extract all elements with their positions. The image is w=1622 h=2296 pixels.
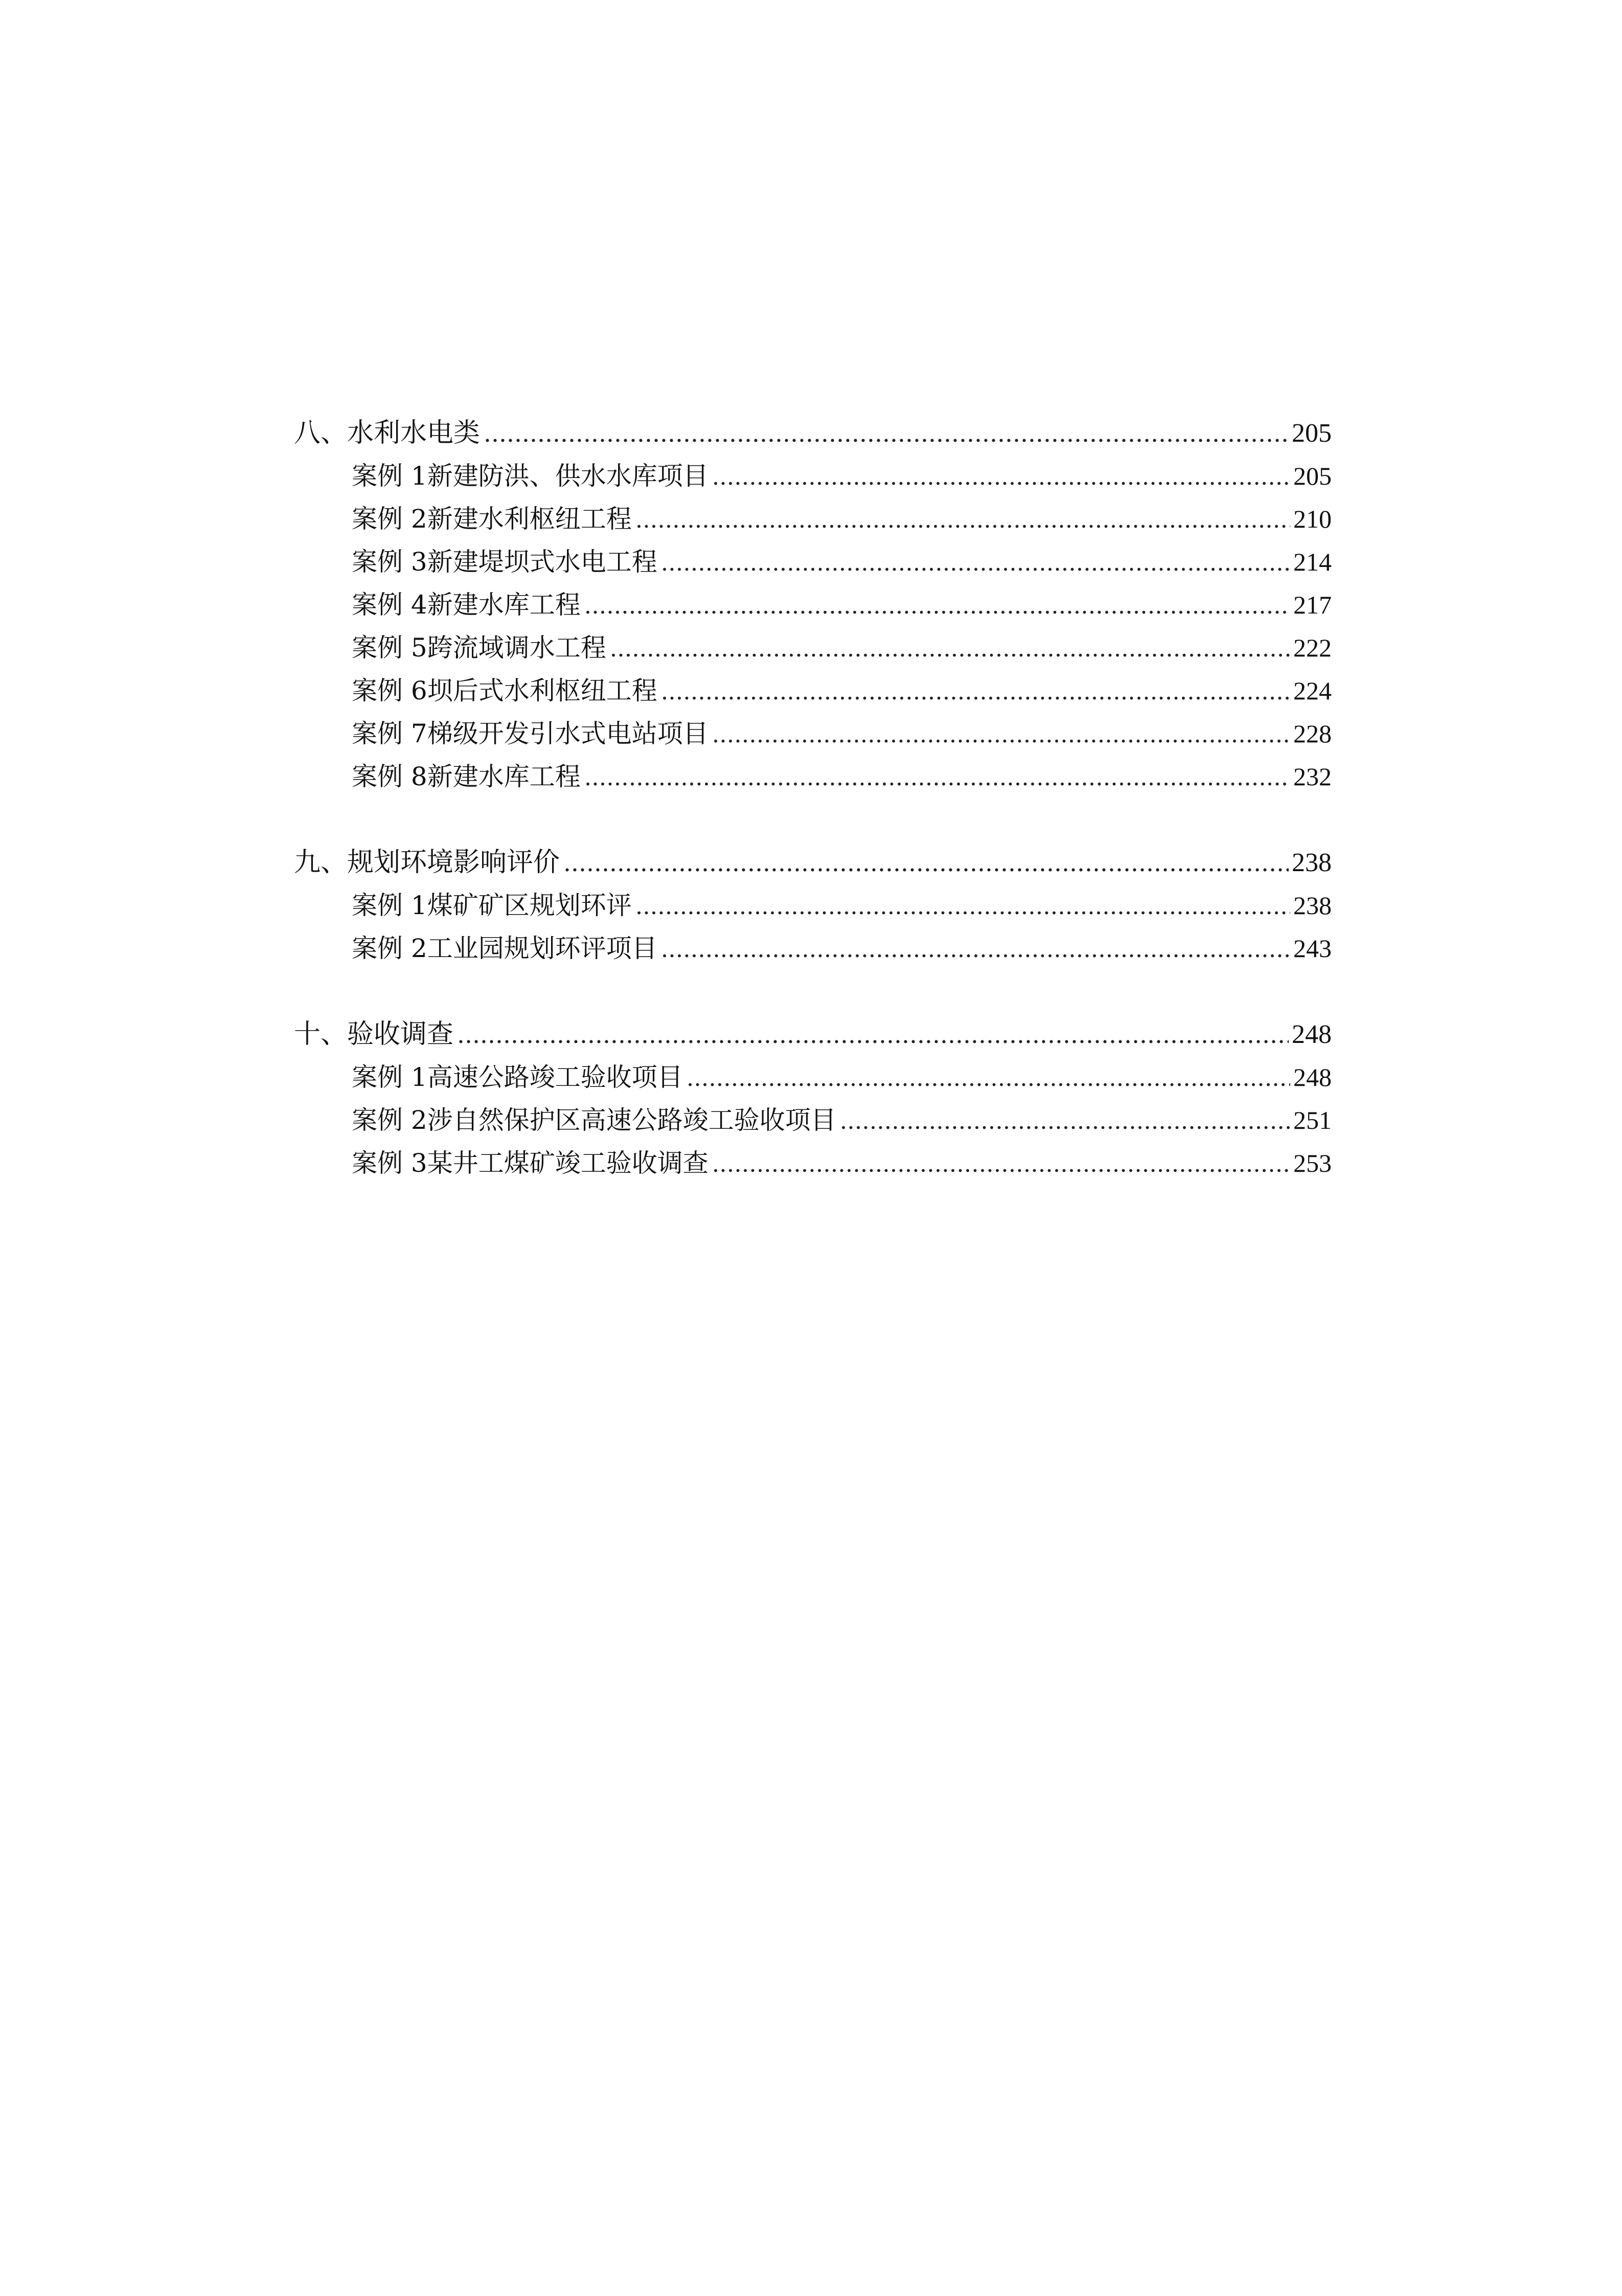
dot-leader bbox=[585, 583, 1290, 626]
page-number: 253 bbox=[1293, 1149, 1332, 1177]
section-title: 八、水利水电类 bbox=[294, 418, 481, 448]
toc-entry[interactable] bbox=[294, 1056, 1332, 1099]
page-number: 205 bbox=[1293, 462, 1332, 490]
dot-leader bbox=[661, 669, 1290, 712]
dot-leader bbox=[840, 1099, 1290, 1142]
toc-entry[interactable] bbox=[294, 1142, 1332, 1185]
case-title: 新建防洪、供水水库项目 bbox=[427, 461, 709, 491]
case-number: 案例 1 bbox=[352, 1062, 427, 1092]
dot-leader bbox=[610, 626, 1290, 669]
toc-entry[interactable] bbox=[294, 626, 1332, 669]
case-title: 煤矿矿区规划环评 bbox=[427, 891, 632, 920]
toc-entry[interactable] bbox=[294, 454, 1332, 497]
page-number: 243 bbox=[1293, 934, 1332, 963]
page-number: 248 bbox=[1293, 1063, 1332, 1092]
dot-leader bbox=[636, 497, 1290, 540]
page-number: 251 bbox=[1293, 1106, 1332, 1134]
toc-entry[interactable] bbox=[294, 927, 1332, 970]
case-number: 案例 1 bbox=[352, 891, 427, 920]
case-number: 案例 1 bbox=[352, 461, 427, 491]
dot-leader bbox=[661, 540, 1290, 583]
toc-entry[interactable] bbox=[294, 669, 1332, 712]
case-title: 某井工煤矿竣工验收调查 bbox=[427, 1148, 709, 1178]
page-number: 217 bbox=[1293, 590, 1332, 619]
case-title: 梯级开发引水式电站项目 bbox=[427, 719, 709, 748]
case-title: 高速公路竣工验收项目 bbox=[427, 1062, 683, 1092]
dot-leader bbox=[564, 842, 1289, 884]
case-number: 案例 5 bbox=[352, 633, 427, 663]
table-of-contents bbox=[294, 412, 1332, 1227]
toc-heading[interactable] bbox=[294, 412, 1332, 454]
toc-section-acceptance-survey bbox=[294, 1013, 1332, 1185]
toc-entry[interactable] bbox=[294, 583, 1332, 626]
toc-entry[interactable] bbox=[294, 884, 1332, 927]
page-number: 238 bbox=[1292, 848, 1332, 877]
toc-entry[interactable] bbox=[294, 712, 1332, 755]
dot-leader bbox=[484, 412, 1289, 455]
case-number: 案例 2 bbox=[352, 504, 427, 534]
page-number: 205 bbox=[1292, 419, 1332, 448]
toc-entry[interactable] bbox=[294, 1099, 1332, 1142]
case-number: 案例 2 bbox=[352, 1105, 427, 1135]
toc-entry[interactable] bbox=[294, 755, 1332, 798]
case-title: 新建堤坝式水电工程 bbox=[427, 547, 657, 577]
dot-leader bbox=[585, 755, 1290, 798]
dot-leader bbox=[458, 1013, 1289, 1056]
section-title: 十、验收调查 bbox=[294, 1019, 454, 1050]
case-number: 案例 7 bbox=[352, 719, 427, 748]
case-number: 案例 8 bbox=[352, 762, 427, 791]
page-number: 228 bbox=[1293, 719, 1332, 748]
toc-section-water-conservancy bbox=[294, 412, 1332, 798]
page-number: 248 bbox=[1292, 1020, 1332, 1049]
case-number: 案例 2 bbox=[352, 934, 427, 963]
toc-heading[interactable] bbox=[294, 1013, 1332, 1056]
dot-leader bbox=[713, 712, 1290, 755]
case-title: 涉自然保护区高速公路竣工验收项目 bbox=[427, 1105, 836, 1135]
toc-entry[interactable] bbox=[294, 540, 1332, 583]
dot-leader bbox=[687, 1056, 1290, 1099]
toc-heading[interactable] bbox=[294, 841, 1332, 884]
case-title: 跨流域调水工程 bbox=[427, 633, 606, 663]
dot-leader bbox=[636, 884, 1290, 927]
case-title: 工业园规划环评项目 bbox=[427, 934, 657, 963]
case-number: 案例 3 bbox=[352, 1148, 427, 1178]
section-title: 九、规划环境影响评价 bbox=[294, 847, 560, 878]
dot-leader bbox=[661, 927, 1290, 970]
case-title: 新建水利枢纽工程 bbox=[427, 504, 632, 534]
page-number: 224 bbox=[1293, 676, 1332, 705]
page-number: 222 bbox=[1293, 633, 1332, 662]
toc-entry[interactable] bbox=[294, 497, 1332, 540]
case-number: 案例 3 bbox=[352, 547, 427, 577]
case-number: 案例 6 bbox=[352, 676, 427, 706]
case-title: 新建水库工程 bbox=[427, 762, 581, 791]
case-title: 新建水库工程 bbox=[427, 590, 581, 620]
case-title: 坝后式水利枢纽工程 bbox=[427, 676, 657, 706]
case-number: 案例 4 bbox=[352, 590, 427, 620]
page-number: 232 bbox=[1293, 762, 1332, 791]
dot-leader bbox=[713, 454, 1290, 497]
dot-leader bbox=[713, 1142, 1290, 1185]
toc-section-planning-eia bbox=[294, 841, 1332, 970]
page-number: 210 bbox=[1293, 505, 1332, 533]
page-number: 238 bbox=[1293, 891, 1332, 920]
page-number: 214 bbox=[1293, 548, 1332, 576]
